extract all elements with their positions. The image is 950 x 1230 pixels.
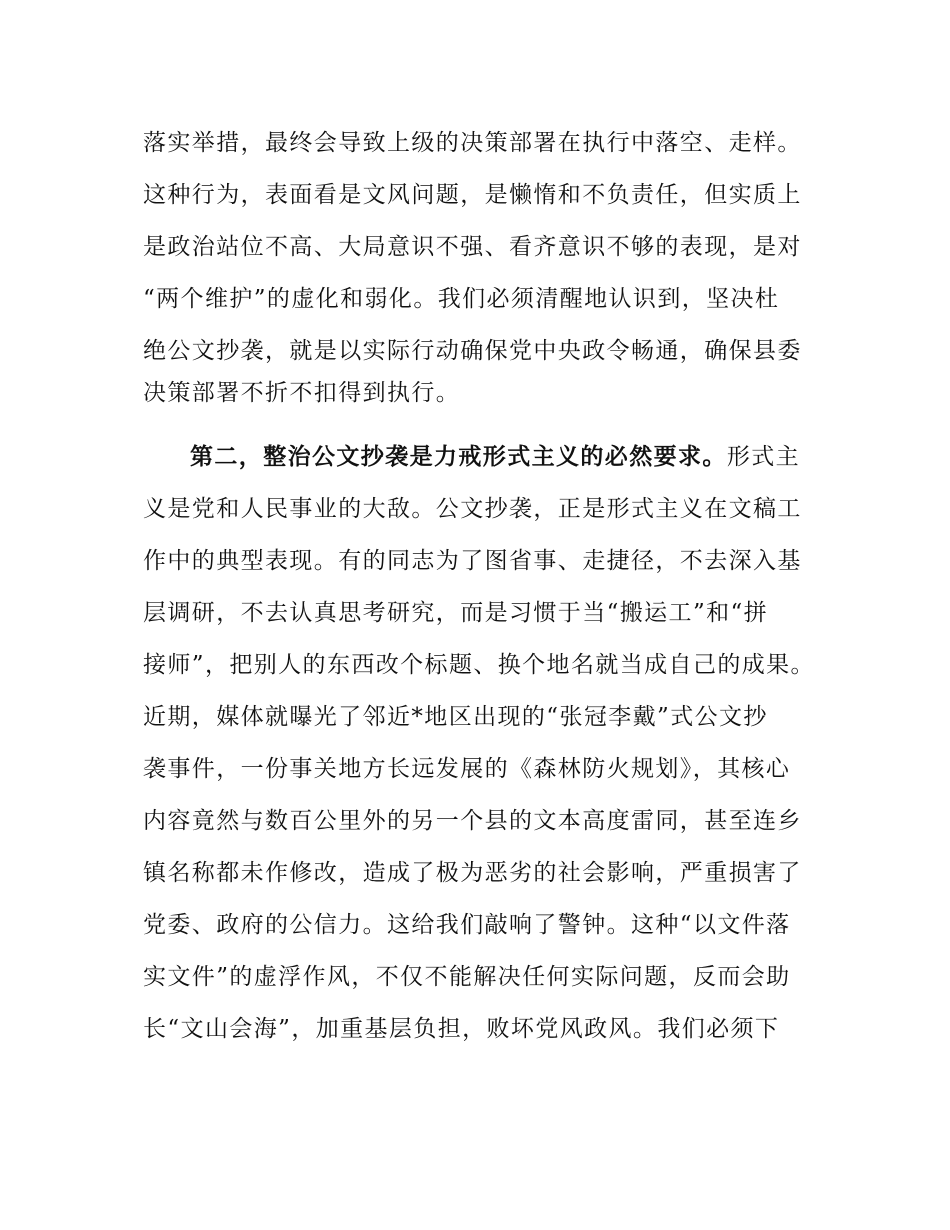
paragraph-1-line-3: 是政治站位不高、大局意识不强、看齐意识不够的表现，是对 [143, 234, 802, 260]
paragraph-2-line-12: 长“文山会海”，加重基层负担，败坏党风政风。我们必须下 [143, 1016, 780, 1042]
paragraph-2-line-7: 袭事件，一份事关地方长远发展的《森林防火规划》，其核心 [143, 756, 791, 782]
paragraph-1-line-4: “两个维护”的虚化和弱化。我们必须清醒地认识到，坚决杜 [143, 286, 780, 312]
paragraph-1-line-2: 这种行为，表面看是文风问题，是懒惰和不负责任，但实质上 [143, 182, 802, 208]
paragraph-2-line-11: 实文件”的虚浮作风，不仅不能解决任何实际问题，反而会助 [143, 964, 791, 990]
section-heading: 第二，整治公文抄袭是力戒形式主义的必然要求。 [190, 443, 727, 470]
paragraph-2-line-2: 义是党和人民事业的大敌。公文抄袭，正是形式主义在文稿工 [143, 496, 802, 522]
paragraph-2-line-9: 镇名称都未作修改，造成了极为恶劣的社会影响，严重损害了 [143, 860, 802, 886]
paragraph-2-line-5: 接师”，把别人的东西改个标题、换个地名就当成自己的成果。 [143, 652, 815, 678]
paragraph-1-line-1: 落实举措，最终会导致上级的决策部署在执行中落空、走样。 [143, 130, 802, 156]
paragraph-2-line-4: 层调研，不去认真思考研究，而是习惯于当“搬运工”和“拼 [143, 600, 769, 626]
paragraph-2-line-6: 近期，媒体就曝光了邻近*地区出现的“张冠李戴”式公文抄 [143, 704, 768, 730]
paragraph-2-line-10: 党委、政府的公信力。这给我们敲响了警钟。这种“以文件落 [143, 912, 791, 938]
paragraph-2-line-1 [190, 437, 800, 477]
paragraph-2-line-3: 作中的典型表现。有的同志为了图省事、走捷径，不去深入基 [143, 548, 802, 574]
paragraph-2-line-1-rest: 形式主 [726, 444, 801, 470]
paragraph-1-line-6: 决策部署不折不扣得到执行。 [143, 380, 461, 406]
paragraph-2-line-8: 内容竟然与数百公里外的另一个县的文本高度雷同，甚至连乡 [143, 808, 802, 834]
paragraph-1-line-5: 绝公文抄袭，就是以实际行动确保党中央政令畅通，确保县委 [143, 338, 802, 364]
